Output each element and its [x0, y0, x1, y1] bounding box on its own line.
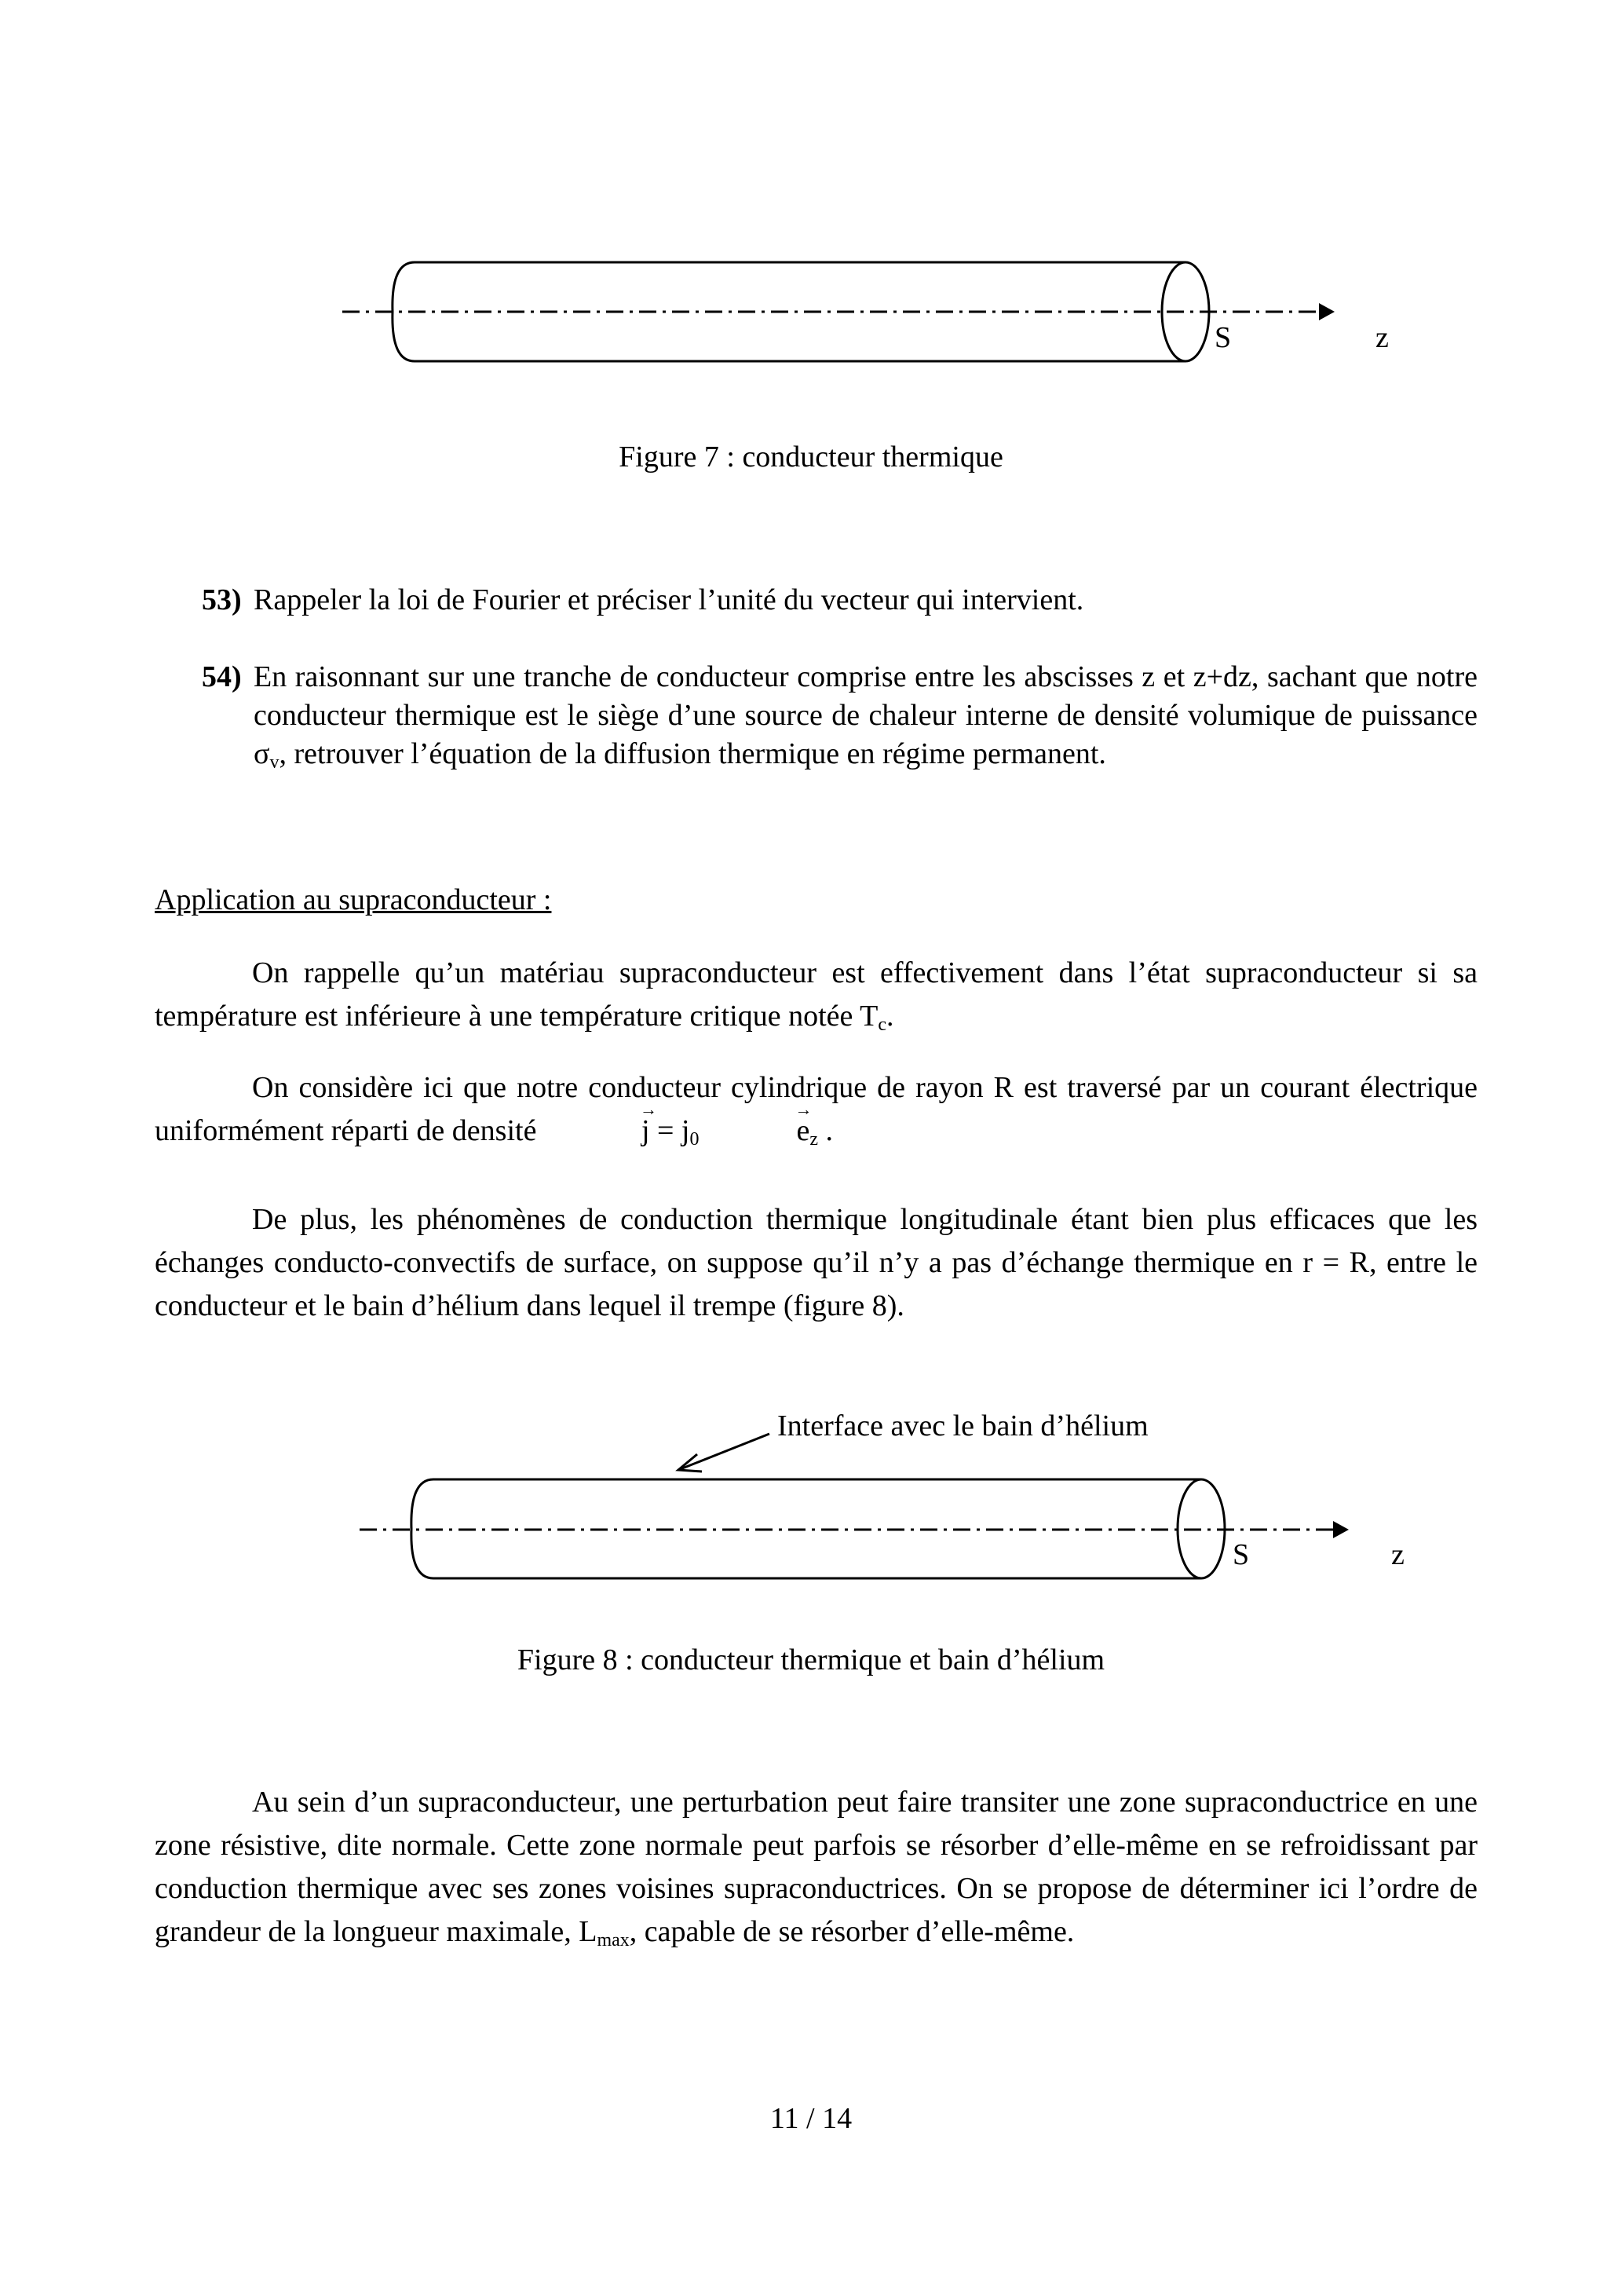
interface-pointer-arrow	[678, 1434, 769, 1472]
figure-8-caption: Figure 8 : conducteur thermique et bain d’hélium	[517, 1643, 1105, 1676]
page-number: 11 / 14	[769, 2102, 853, 2135]
paragraph-critical-temperature	[155, 952, 1478, 1047]
figure-8-label-s: S	[1233, 1538, 1250, 1571]
paragraph-no-exchange: De plus, les phénomènes de conduction thermique longitudinale étant bien plus efficaces que les échanges conducto-convectifs de surface, on suppose qu’il n’y a pas d’échange thermique en r = R, entre le conducteur et le bain d’hélium dans lequel il trempe (figure 8).	[155, 1203, 1478, 1322]
section-title: Application au supraconducteur :	[155, 883, 552, 916]
paragraph-end: .	[818, 1114, 834, 1147]
question-number: 54)	[202, 660, 242, 693]
question-number: 53)	[202, 583, 242, 616]
question-54	[155, 658, 1478, 782]
figure-7-label-z: z	[1375, 321, 1389, 354]
tc-subscript: c	[878, 1015, 887, 1035]
sigma-subscript: v	[269, 752, 279, 773]
figure-8-arrow-head	[1333, 1521, 1349, 1538]
question-53	[155, 581, 1478, 620]
question-text-start: En raisonnant sur une tranche de conducteur comprise entre les abscisses z et z+dz, sachant que notre conducteur thermique est le siège d’une source de chaleur interne de densité volumique de puissance σ	[254, 660, 1478, 770]
j0-subscript: 0	[689, 1129, 700, 1150]
question-text	[254, 658, 1478, 782]
figure-8-label-z: z	[1391, 1538, 1405, 1571]
lmax-subscript: max	[597, 1930, 630, 1951]
paragraph-normal-zone	[155, 1781, 1478, 1962]
ez-subscript: z	[809, 1129, 819, 1150]
paragraph-end: .	[886, 1000, 894, 1033]
equation-part: = j	[649, 1114, 690, 1147]
current-density-equation	[544, 1114, 834, 1150]
vector-j: → j	[544, 1110, 650, 1153]
paragraph-text: Au sein d’un supraconducteur, une perturbation peut faire transiter une zone supraconductrice en une zone résistive, dite normale. Cette zone normale peut parfois se résorber d’elle-même en se refroidissant par conduction thermique avec ses zones voisines supraconductrices. On se propose de déterminer ici l’ordre de grandeur de la longueur maximale, L	[155, 1786, 1478, 1948]
figure-7-label-s: S	[1215, 321, 1232, 354]
paragraph-text: On considère ici que notre conducteur cylindrique de rayon R est traversé par un courant électrique uniformément réparti de densité	[155, 1071, 1478, 1147]
vector-e: → e	[700, 1110, 810, 1153]
question-text-end: , retrouver l’équation de la diffusion thermique en régime permanent.	[279, 737, 1106, 770]
paragraph-current-density	[155, 1066, 1478, 1161]
question-text: Rappeler la loi de Fourier et préciser l’unité du vecteur qui intervient.	[254, 583, 1084, 616]
interface-label: Interface avec le bain d’hélium	[777, 1409, 1149, 1442]
paragraph-end: , capable de se résorber d’elle-même.	[629, 1915, 1075, 1948]
figure-7-arrow-head	[1319, 303, 1335, 320]
figure-7-caption: Figure 7 : conducteur thermique	[619, 441, 1003, 473]
paragraph-text: On rappelle qu’un matériau supraconducteur est effectivement dans l’état supraconducteur si sa température est inférieure à une température critique notée T	[155, 956, 1478, 1033]
